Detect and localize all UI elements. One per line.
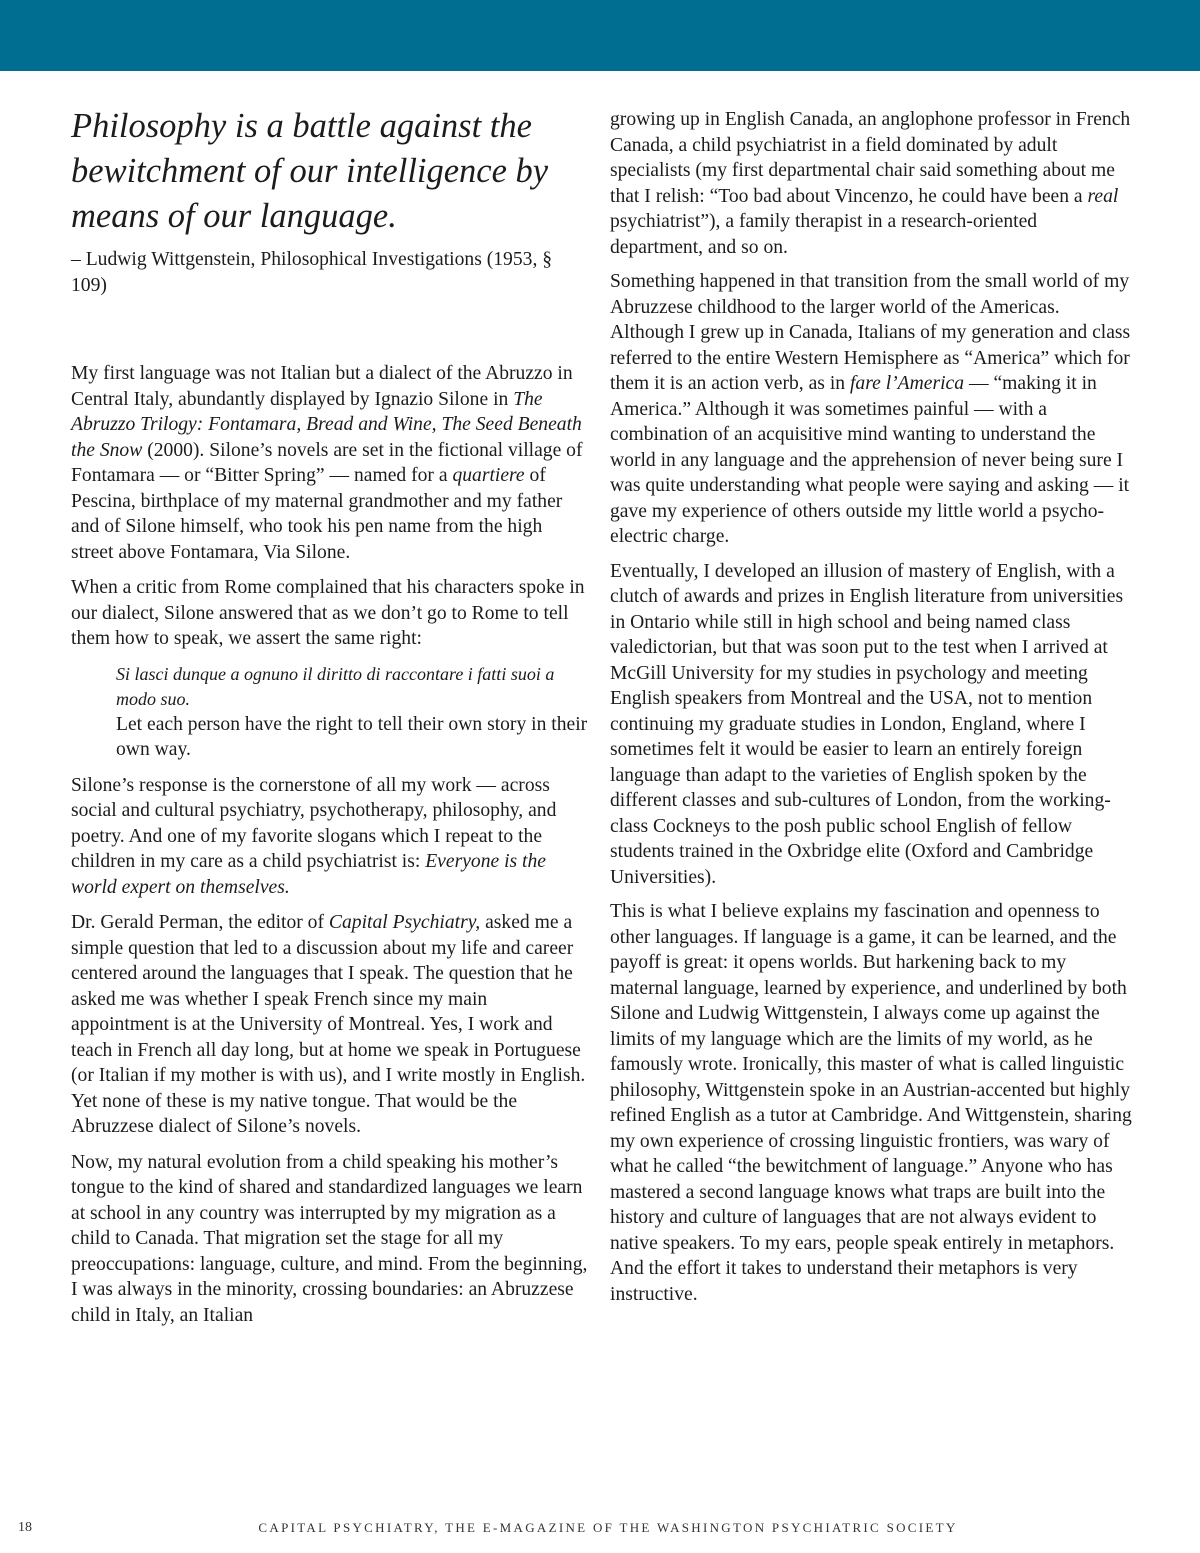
paragraph: This is what I believe explains my fascination and openness to other languages. If language is a game, it can be learned, and the payoff is great: it opens worlds. But harkening back to my maternal language, learned by experience, and underlined by both Silone and Ludwig Wittgenstein, I always come up against the limits of my language which are the limits of my world, as he famously wrote. Ironically, this master of what is called linguistic philosophy, Wittgenstein spoke in an Austrian-accented but highly refined English as a tutor at Cambridge. And Wittgenstein, sharing my own experience of crossing linguistic frontiers, was wary of what he called “the bewitchment of language.” Anyone who has mastered a second language knows what traps are built into the history and culture of languages that are not always evident to native speakers. To my ears, people speak entirely in metaphors. And the effort it takes to understand their metaphors is very instructive.: [610, 901, 1132, 1305]
paragraph: When a critic from Rome complained that his characters spoke in our dialect, Silone answered that as we don’t go to Rome to tell them how to speak, we assert the same right:: [71, 577, 585, 649]
paragraph-text: psychiatrist”), a family therapist in a research-oriented department, and so on.: [610, 211, 1038, 258]
header-bar: [0, 0, 1200, 71]
right-column: [610, 107, 1132, 1316]
block-quote: [116, 662, 589, 763]
paragraph-text: — “making it in America.” Although it was sometimes painful — with a combination of an acquisitive mind wanting to understand the world in any language and the apprehension of never being sure I was quite understanding what people were saying and asking — it gave my experience of others outside my little world a psycho-electric charge.: [610, 373, 1130, 547]
paragraph: [610, 107, 1132, 260]
left-column: [71, 104, 589, 1328]
paragraph-text: of Pescina, birthplace of my maternal grandmother and my father and of Silone himself, who took his pen name from the high street above Fontamara, Via Silone.: [71, 465, 563, 563]
italian-term: quartiere: [452, 465, 525, 486]
paragraph: [71, 773, 589, 901]
paragraph-text: Something happened in that transition from the small world of my Abruzzese childhood to the larger world of the Americas. Although I grew up in Canada, Italians of my generation and class referred to the entire Western Hemisphere as “America” which for them it is an action verb, as in: [610, 271, 1131, 394]
paragraph-text: asked me a simple question that led to a discussion about my life and career centered around the languages that I speak. The question that he asked me was whether I speak French since my main appointment is at the University of Montreal. Yes, I work and teach in French all day long, but at home we speak in Portuguese (or Italian if my mother is with us), and I write mostly in English. Yet none of these is my native tongue. That would be the Abruzzese dialect of Silone’s novels.: [71, 912, 586, 1137]
magazine-title: Capital Psychiatry,: [328, 912, 481, 933]
paragraph-text: growing up in English Canada, an anglophone professor in French Canada, a child psychiatrist in a field dominated by adult specialists (my first departmental chair said something about me that I relish: “Too bad about Vincenzo, he could have been a: [610, 109, 1131, 207]
paragraph: [610, 269, 1132, 550]
book-title: The Abruzzo Trilogy: Fontamara, Bread and Wine, The Seed Beneath the Snow: [71, 388, 582, 461]
paragraph-text: Silone’s response is the cornerstone of all my work — across social and cultural psychiatry, psychotherapy, philosophy, and poetry. And one of my favorite slogans which I repeat to the children in my care as a child psychiatrist is:: [71, 774, 557, 872]
paragraph: [71, 361, 589, 565]
paragraph: [71, 910, 589, 1140]
publication-name: CAPITAL PSYCHIATRY, THE E-MAGAZINE OF THE WASHINGTON PSYCHIATRIC SOCIETY: [258, 1520, 958, 1535]
epigraph-quote: Philosophy is a battle against the bewitchment of our intelligence by means of our language.: [71, 107, 549, 235]
paragraph-text: (2000). Silone’s novels are set in the fictional village of Fontamara — or “Bitter Spring” — named for a: [71, 439, 583, 486]
quote-italian: Si lasci dunque a ognuno il diritto di raccontare i fatti suoi a modo suo.: [116, 663, 555, 709]
slogan: Everyone is the world expert on themselves.: [71, 851, 546, 898]
emphasis: real: [1087, 185, 1119, 207]
paragraph-text: My first language was not Italian but a dialect of the Abruzzo in Central Italy, abundantly displayed by Ignazio Silone in: [71, 363, 573, 410]
paragraph-text: Dr. Gerald Perman, the editor of: [71, 912, 329, 933]
page-number: 18: [18, 1520, 32, 1535]
quote-english: Let each person have the right to tell their own story in their own way.: [116, 713, 588, 760]
epigraph-attribution: – Ludwig Wittgenstein, Philosophical Investigations (1953, § 109): [71, 249, 553, 296]
paragraph: Now, my natural evolution from a child speaking his mother’s tongue to the kind of shared and standardized languages we learn at school in any country was interrupted by my migration as a child to Canada. That migration set the stage for all my preoccupations: language, culture, and mind. From the beginning, I was always in the minority, crossing boundaries: an Abruzzese child in Italy, an Italian: [71, 1151, 588, 1326]
italian-phrase: fare l’America: [849, 373, 965, 394]
paragraph: Eventually, I developed an illusion of mastery of English, with a clutch of awards and prizes in English literature from universities in Ontario while still in high school and being named class valedictorian, but that was soon put to the test when I arrived at McGill University for my studies in psychology and meeting English speakers from Montreal and the USA, not to mention continuing my graduate studies in London, England, where I sometimes felt it would be easier to learn an entirely foreign language than adapt to the varieties of English spoken by the different classes and sub-cultures of London, from the working-class Cockneys to the posh public school English of fellow students trained in the Oxbridge elite (Oxford and Cambridge Universities).: [610, 560, 1124, 888]
left-body: [71, 361, 589, 1328]
